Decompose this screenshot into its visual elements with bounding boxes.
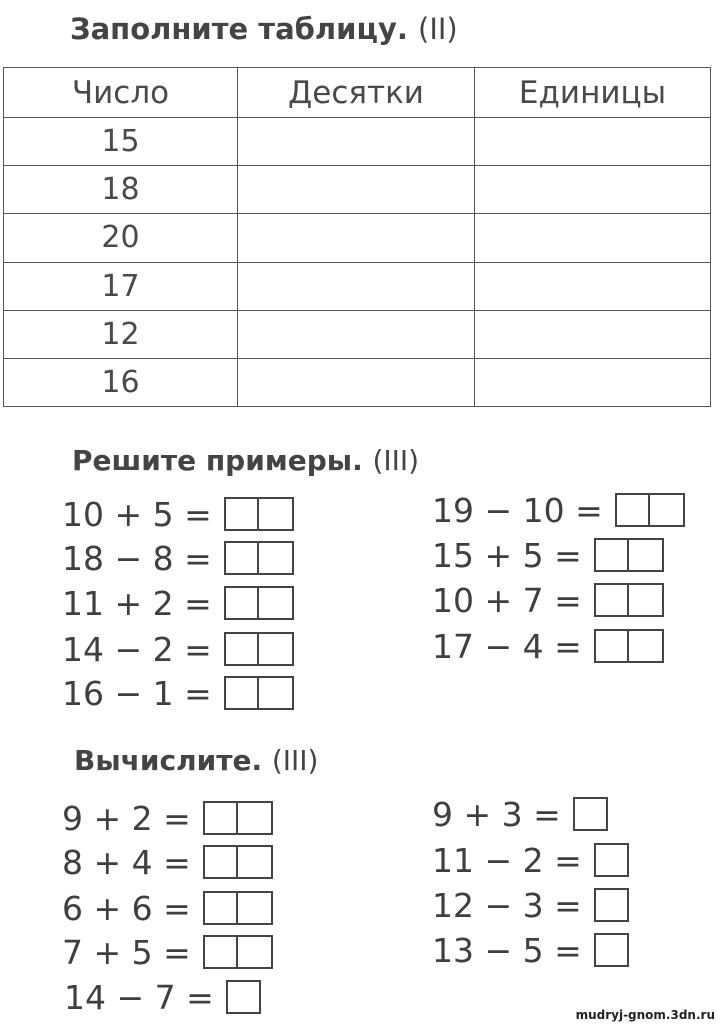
header-number: Число: [4, 68, 238, 118]
one-digit-answer[interactable]: [594, 888, 629, 922]
two-digit-answer[interactable]: [224, 541, 294, 575]
answer-box[interactable]: [259, 497, 294, 531]
equation: [432, 535, 664, 575]
equation-expression: 8 + 4 =: [62, 842, 191, 882]
answer-box[interactable]: [629, 538, 664, 572]
answer-box[interactable]: [594, 843, 629, 877]
examples-task-title-text: Решите примеры.: [72, 444, 363, 477]
units-answer-cell[interactable]: [475, 358, 711, 406]
one-digit-answer[interactable]: [594, 843, 629, 877]
place-value-table: [3, 67, 711, 407]
answer-box[interactable]: [238, 801, 273, 835]
two-digit-answer[interactable]: [594, 629, 664, 663]
one-digit-answer[interactable]: [594, 933, 629, 967]
header-tens: Десятки: [238, 68, 475, 118]
answer-box[interactable]: [259, 586, 294, 620]
equation: [62, 888, 273, 928]
equation: [432, 840, 629, 880]
answer-box[interactable]: [594, 583, 629, 617]
answer-box[interactable]: [203, 935, 238, 969]
two-digit-answer[interactable]: [224, 586, 294, 620]
equation-expression: 13 − 5 =: [432, 930, 582, 970]
equation-expression: 9 + 2 =: [62, 798, 191, 838]
answer-box[interactable]: [594, 933, 629, 967]
answer-box[interactable]: [629, 583, 664, 617]
equation-expression: 16 − 1 =: [62, 673, 212, 713]
answer-box[interactable]: [238, 891, 273, 925]
equation-expression: 6 + 6 =: [62, 888, 191, 928]
tens-answer-cell[interactable]: [238, 118, 475, 166]
equation-expression: 11 − 2 =: [432, 840, 582, 880]
answer-box[interactable]: [226, 980, 261, 1014]
answer-box[interactable]: [259, 676, 294, 710]
site-watermark: mudryj-gnom.3dn.ru: [575, 1008, 715, 1022]
number-cell: 20: [4, 214, 238, 262]
two-digit-answer[interactable]: [224, 632, 294, 666]
equation-expression: 11 + 2 =: [62, 583, 212, 623]
answer-box[interactable]: [259, 632, 294, 666]
equation-expression: 10 + 7 =: [432, 580, 582, 620]
equation: [62, 494, 294, 534]
equation-expression: 17 − 4 =: [432, 626, 582, 666]
equation-expression: 10 + 5 =: [62, 494, 212, 534]
equation: [62, 932, 273, 972]
equation: [432, 626, 664, 666]
two-digit-answer[interactable]: [203, 801, 273, 835]
answer-box[interactable]: [594, 629, 629, 663]
answer-box[interactable]: [615, 493, 650, 527]
answer-box[interactable]: [203, 845, 238, 879]
one-digit-answer[interactable]: [573, 797, 608, 831]
equation: [64, 977, 261, 1017]
answer-box[interactable]: [238, 845, 273, 879]
two-digit-answer[interactable]: [224, 497, 294, 531]
number-cell: 18: [4, 166, 238, 214]
answer-box[interactable]: [594, 538, 629, 572]
answer-box[interactable]: [224, 497, 259, 531]
answer-box[interactable]: [650, 493, 685, 527]
two-digit-answer[interactable]: [203, 935, 273, 969]
units-answer-cell[interactable]: [475, 166, 711, 214]
tens-answer-cell[interactable]: [238, 262, 475, 310]
tens-answer-cell[interactable]: [238, 214, 475, 262]
equation-expression: 12 − 3 =: [432, 885, 582, 925]
equation: [432, 580, 664, 620]
equation-expression: 18 − 8 =: [62, 538, 212, 578]
table-task-title: [70, 12, 458, 46]
equation: [432, 930, 629, 970]
answer-box[interactable]: [203, 891, 238, 925]
table-row: [4, 310, 711, 358]
equation: [62, 538, 294, 578]
units-answer-cell[interactable]: [475, 310, 711, 358]
table-row: [4, 262, 711, 310]
one-digit-answer[interactable]: [226, 980, 261, 1014]
tens-answer-cell[interactable]: [238, 166, 475, 214]
number-cell: 12: [4, 310, 238, 358]
table-row: [4, 118, 711, 166]
two-digit-answer[interactable]: [594, 538, 664, 572]
header-units: Единицы: [475, 68, 711, 118]
table-row: [4, 358, 711, 406]
units-answer-cell[interactable]: [475, 214, 711, 262]
equation: [62, 798, 273, 838]
equation: [432, 490, 685, 530]
answer-box[interactable]: [238, 935, 273, 969]
answer-box[interactable]: [629, 629, 664, 663]
units-answer-cell[interactable]: [475, 262, 711, 310]
two-digit-answer[interactable]: [615, 493, 685, 527]
equation: [62, 842, 273, 882]
equation: [62, 583, 294, 623]
equation-expression: 14 − 7 =: [64, 977, 214, 1017]
two-digit-answer[interactable]: [594, 583, 664, 617]
answer-box[interactable]: [224, 586, 259, 620]
answer-box[interactable]: [259, 541, 294, 575]
table-row: [4, 214, 711, 262]
two-digit-answer[interactable]: [224, 676, 294, 710]
compute-task-title-text: Вычислите.: [74, 744, 263, 777]
equation: [432, 794, 608, 834]
table-row: [4, 166, 711, 214]
units-answer-cell[interactable]: [475, 118, 711, 166]
table-task-level: (II): [418, 12, 458, 46]
equation: [62, 629, 294, 669]
number-cell: 16: [4, 358, 238, 406]
answer-box[interactable]: [224, 541, 259, 575]
answer-box[interactable]: [573, 797, 608, 831]
answer-box[interactable]: [594, 888, 629, 922]
examples-task-level: (III): [372, 444, 420, 477]
answer-box[interactable]: [224, 676, 259, 710]
equation-expression: 14 − 2 =: [62, 629, 212, 669]
equation-expression: 15 + 5 =: [432, 535, 582, 575]
equation: [62, 673, 294, 713]
compute-task-level: (III): [271, 744, 319, 777]
equation-expression: 7 + 5 =: [62, 932, 191, 972]
number-cell: 17: [4, 262, 238, 310]
table-task-title-text: Заполните таблицу.: [70, 12, 408, 46]
examples-task-title: [72, 444, 419, 477]
tens-answer-cell[interactable]: [238, 358, 475, 406]
compute-task-title: [74, 744, 318, 777]
equation: [432, 885, 629, 925]
number-cell: 15: [4, 118, 238, 166]
equation-expression: 19 − 10 =: [432, 490, 603, 530]
answer-box[interactable]: [203, 801, 238, 835]
two-digit-answer[interactable]: [203, 891, 273, 925]
tens-answer-cell[interactable]: [238, 310, 475, 358]
table-header-row: [4, 68, 711, 118]
equation-expression: 9 + 3 =: [432, 794, 561, 834]
answer-box[interactable]: [224, 632, 259, 666]
two-digit-answer[interactable]: [203, 845, 273, 879]
